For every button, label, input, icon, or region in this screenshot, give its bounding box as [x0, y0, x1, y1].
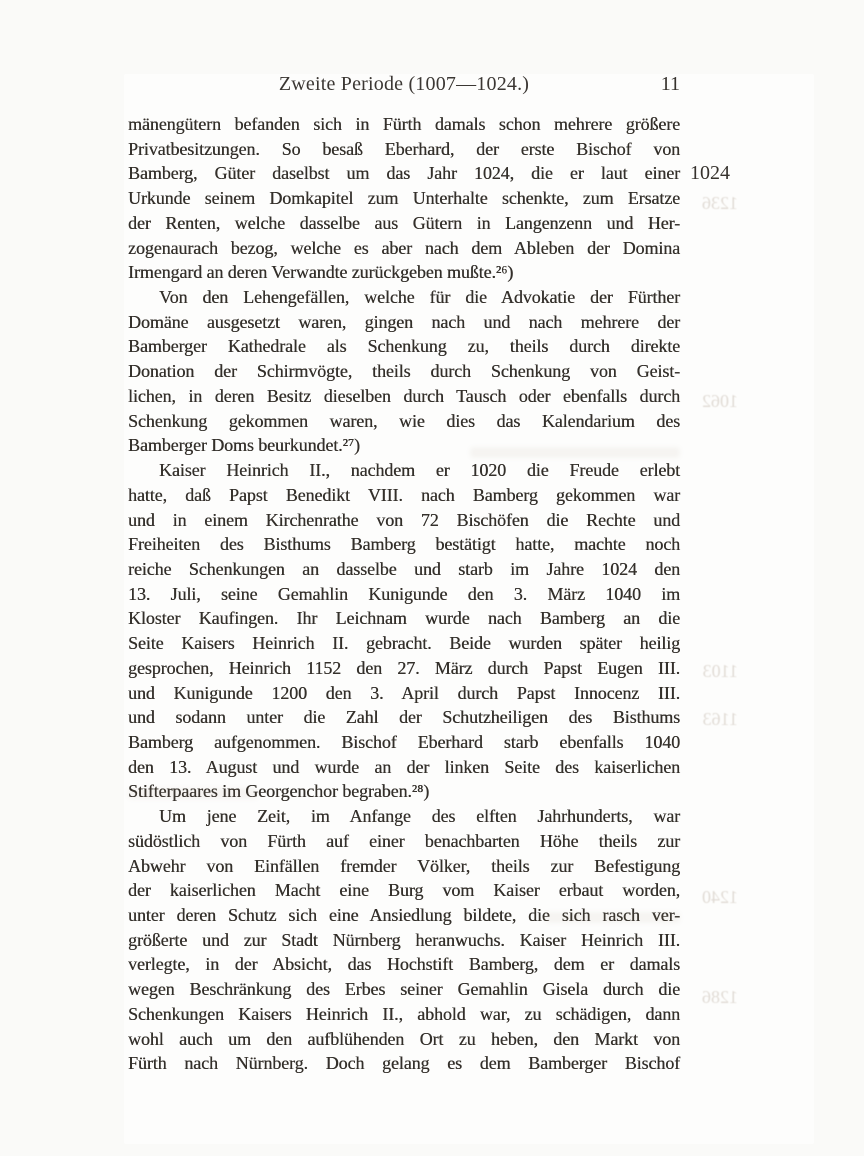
text-line: Um jene Zeit, im Anfange des elften Jahrhunderts, war [159, 806, 680, 827]
text-line: Urkunde seinem Domkapitel zum Unterhalte schenkte, zum Ersatze [128, 188, 680, 209]
text-line: Stifterpaares im Georgenchor begraben.²⁸) [128, 781, 430, 802]
text-line: hatte, daß Papst Benedikt VIII. nach Bamberg gekommen war [128, 484, 680, 505]
text-line: der kaiserlichen Macht eine Burg vom Kaiser erbaut worden, [128, 880, 680, 901]
text-line: Domäne ausgesetzt waren, gingen nach und nach mehrere der [128, 311, 680, 332]
text-line: lichen, in deren Besitz dieselben durch Tausch oder ebenfalls durch [128, 385, 680, 406]
bleedthrough-smudge [470, 447, 680, 458]
text-line: größerte und zur Stadt Nürnberg heranwuchs. Kaiser Heinrich III. [128, 929, 680, 950]
running-header-title: Zweite Periode (1007—1024.) [278, 73, 530, 95]
bleedthrough-smudge [545, 912, 680, 923]
text-line: gesprochen, Heinrich 1152 den 27. März durch Papst Eugen III. [128, 657, 680, 678]
text-line: reiche Schenkungen an dasselbe und starb im Jahre 1024 den [128, 558, 680, 579]
text-line: Bamberg aufgenommen. Bischof Eberhard starb ebenfalls 1040 [128, 731, 680, 752]
text-line: südöstlich von Fürth auf einer benachbarten Höhe theils zur [128, 830, 680, 851]
text-line: Bamberger Doms beurkundet.²⁷) [128, 435, 360, 456]
text-line: Donation der Schirmvögte, theils durch Schenkung von Geist- [128, 361, 680, 382]
text-line: Freiheiten des Bisthums Bamberg bestätigt hatte, machte noch [128, 534, 680, 555]
margin-year-note: 1024 [690, 162, 730, 184]
text-line: Fürth nach Nürnberg. Doch gelang es dem Bamberger Bischof [128, 1053, 680, 1074]
text-line: Kaiser Heinrich II., nachdem er 1020 die Freude erlebt [159, 460, 680, 481]
ghost-year-number: 1103 [702, 661, 738, 681]
ghost-year-number: 1286 [702, 987, 738, 1007]
text-line: den 13. August und wurde an der linken Seite des kaiserlichen [128, 756, 680, 777]
text-line: Bamberg, Güter daselbst um das Jahr 1024, die er laut einer [128, 163, 680, 184]
text-line: und Kunigunde 1200 den 3. April durch Papst Innocenz III. [128, 682, 680, 703]
ghost-year-number: 1236 [702, 193, 738, 213]
text-line: Schenkungen Kaisers Heinrich II., abhold war, zu schädigen, dann [128, 1003, 680, 1024]
bleedthrough-smudge [128, 788, 258, 799]
text-line: Irmengard an deren Verwandte zurückgeben mußte.²⁶) [128, 262, 514, 283]
text-line: Abwehr von Einfällen fremder Völker, theils zur Befestigung [128, 855, 680, 876]
page-number: 11 [660, 73, 680, 95]
text-line: Bamberger Kathedrale als Schenkung zu, theils durch direkte [128, 336, 680, 357]
ghost-year-number: 1163 [702, 709, 738, 729]
text-line: zogenaurach bezog, welche es aber nach dem Ableben der Domina [128, 237, 680, 258]
text-line: Seite Kaisers Heinrich II. gebracht. Beide wurden später heilig [128, 633, 680, 654]
text-line: verlegte, in der Absicht, das Hochstift Bamberg, dem er damals [128, 954, 680, 975]
body-text-block [128, 112, 680, 1076]
text-line: unter deren Schutz sich eine Ansiedlung bildete, die sich rasch ver- [128, 905, 680, 925]
text-line: wohl auch um den aufblühenden Ort zu heben, den Markt von [128, 1028, 680, 1049]
ghost-year-number: 1240 [702, 887, 738, 907]
text-line: Privatbesitzungen. So besaß Eberhard, der erste Bischof von [128, 138, 680, 159]
text-line: Schenkung gekommen waren, wie dies das Kalendarium des [128, 410, 680, 431]
ghost-year-number: 1062 [702, 391, 738, 411]
text-line: und sodann unter die Zahl der Schutzheiligen des Bisthums [128, 707, 680, 728]
text-line: wegen Beschränkung des Erbes seiner Gemahlin Gisela durch die [128, 979, 680, 1000]
text-line: 13. Juli, seine Gemahlin Kunigunde den 3. März 1040 im [128, 583, 680, 604]
text-line: und in einem Kirchenrathe von 72 Bischöfen die Rechte und [128, 509, 680, 530]
text-line: Kloster Kaufingen. Ihr Leichnam wurde nach Bamberg an die [128, 608, 680, 629]
text-line: mänengütern befanden sich in Fürth damals schon mehrere größere [128, 114, 680, 134]
text-line: der Renten, welche dasselbe aus Gütern in Langenzenn und Her- [128, 212, 680, 233]
text-line: Von den Lehengefällen, welche für die Advokatie der Fürther [159, 287, 680, 308]
